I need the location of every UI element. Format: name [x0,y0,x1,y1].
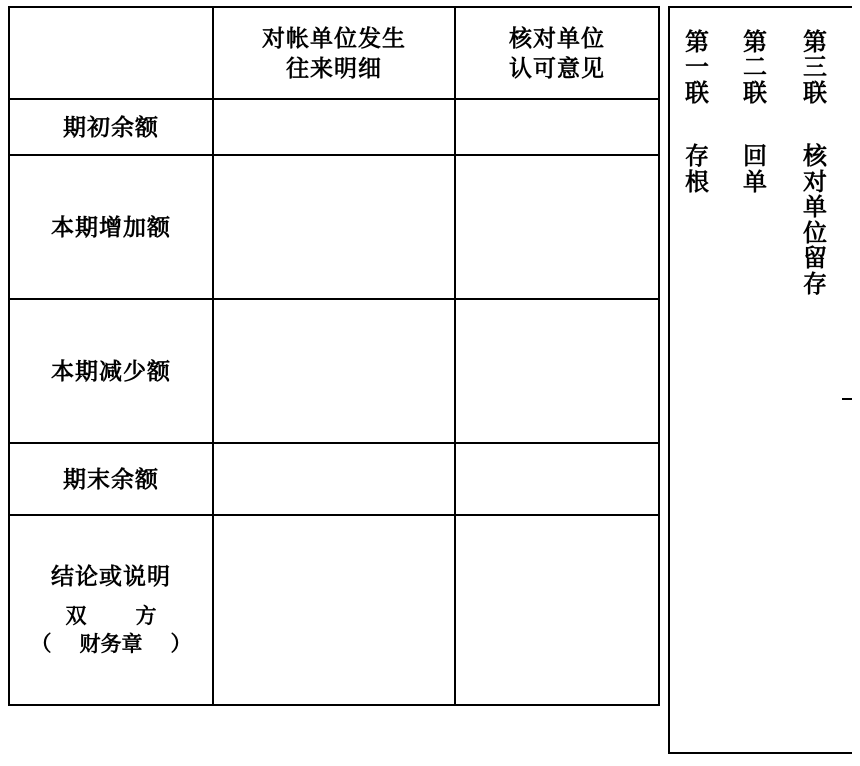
copy-second [738,30,772,195]
seal-paren-left: （ [30,633,52,657]
copy-third-name-char-6: 存 [803,270,827,298]
copy-third-order-char-2: 三 [803,54,827,82]
table-row [9,443,659,515]
cell-decrease-opinion[interactable] [455,299,659,443]
table-header-row [9,7,659,99]
copy-first-name [680,144,714,195]
row-label-conclusion [9,515,213,705]
copy-third-name-char-3: 单 [803,194,827,222]
row-label-decrease: 本期减少额 [9,299,213,443]
copy-third-order [798,30,832,106]
cell-increase-detail[interactable] [213,155,455,299]
copy-second-name-char-1: 回 [743,143,767,171]
seal-text-line2: 财务章 [79,633,143,657]
copies-panel [668,6,852,754]
copy-second-name-char-2: 单 [743,168,767,196]
copy-second-order-char-3: 联 [743,79,767,107]
table-row [9,515,659,705]
seal-text [52,603,171,658]
copy-second-order-char-2: 二 [743,54,767,82]
cell-closing-balance-detail[interactable] [213,443,455,515]
copy-third-name-char-1: 核 [803,143,827,171]
copy-first-name-char-1: 存 [685,143,709,171]
corner-cell [9,7,213,99]
copy-second-order [738,30,772,106]
copy-third-order-char-1: 第 [803,29,827,56]
table-row [9,99,659,155]
copies-inner [670,8,852,752]
row-label-closing-balance: 期末余额 [9,443,213,515]
copy-third-name-char-4: 位 [803,219,827,247]
copy-first-name-char-2: 根 [685,168,709,196]
cell-conclusion-opinion[interactable] [455,515,659,705]
copy-first-order-char-3: 联 [685,79,709,107]
seal-text-line1: 双 方 [65,605,171,629]
reconciliation-table [8,6,660,706]
row-label-opening-balance: 期初余额 [9,99,213,155]
column-header-detail-line2: 往来明细 [285,55,382,81]
row-label-conclusion-seal [10,603,212,658]
copy-second-name [738,144,772,195]
copy-third-order-char-3: 联 [803,79,827,107]
column-header-detail-line1: 对帐单位发生 [261,24,406,51]
edge-tick-mark [842,398,852,400]
column-header-opinion-line2: 认可意见 [508,55,605,81]
cell-opening-balance-opinion[interactable] [455,99,659,155]
table-row [9,155,659,299]
seal-paren-right: ） [170,633,192,657]
table-row [9,299,659,443]
cell-opening-balance-detail[interactable] [213,99,455,155]
cell-increase-opinion[interactable] [455,155,659,299]
copy-third [798,30,832,297]
copy-third-name-char-2: 对 [803,168,827,196]
copy-second-order-char-1: 第 [743,29,767,56]
column-header-detail [213,7,455,99]
cell-conclusion-detail[interactable] [213,515,455,705]
row-label-conclusion-line1: 结论或说明 [51,563,172,590]
cell-decrease-detail[interactable] [213,299,455,443]
copy-third-name-char-5: 留 [803,245,827,273]
copy-first-order [680,30,714,106]
column-header-opinion-line1: 核对单位 [508,24,605,51]
column-header-opinion [455,7,659,99]
copy-third-name [798,144,832,297]
row-label-increase: 本期增加额 [9,155,213,299]
copy-first-order-char-1: 第 [685,29,709,56]
copy-first [680,30,714,195]
copy-first-order-char-2: 一 [685,54,709,82]
cell-closing-balance-opinion[interactable] [455,443,659,515]
